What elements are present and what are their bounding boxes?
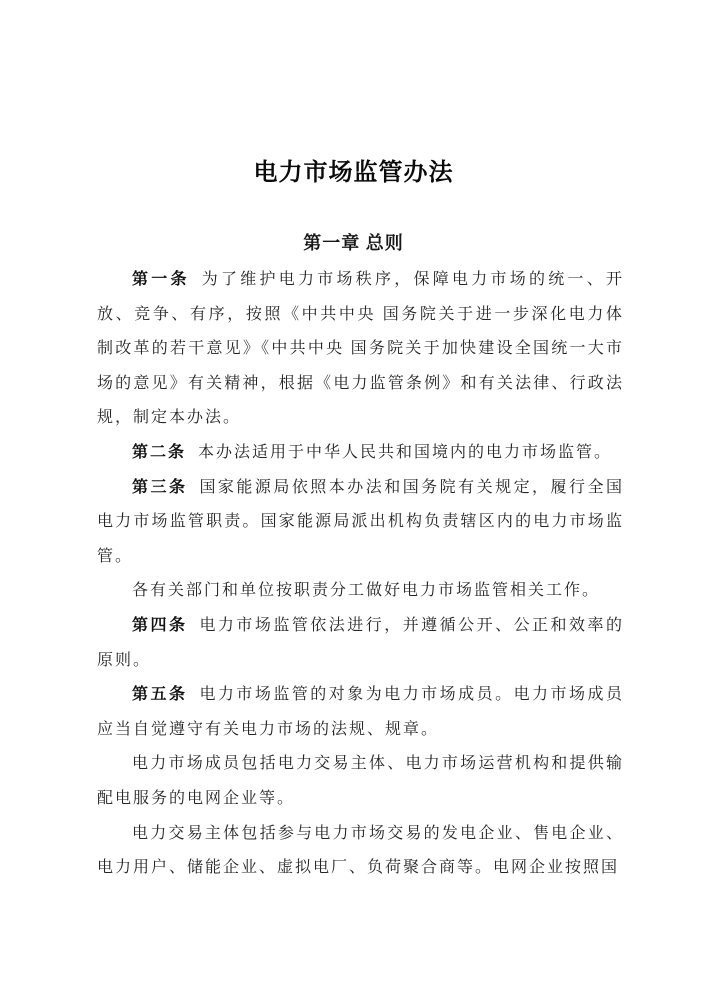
paragraph-text: 为了维护电力市场秩序，保障电力市场的统一、开放、竞争、有序，按照《中共中央 国务院关于进一步深化电力体制改革的若干意见》《中共中央 国务院关于加快建设全国统一大市场的意见》有关精神，根据《电力监管条例》和有关法律、行政法规，制定本办法。 xyxy=(97,271,624,427)
paragraph xyxy=(97,817,624,886)
paragraph xyxy=(97,678,624,747)
paragraph-text: 电力交易主体包括参与电力市场交易的发电企业、售电企业、电力用户、储能企业、虚拟电厂、负荷聚合商等。电网企业按照国 xyxy=(97,824,624,877)
paragraph xyxy=(97,471,624,575)
document-title: 电力市场监管办法 xyxy=(253,160,454,186)
document-body xyxy=(97,263,624,886)
paragraph-text: 国家能源局依照本办法和国务院有关规定，履行全国电力市场监管职责。国家能源局派出机构负责辖区内的电力市场监管。 xyxy=(97,478,624,565)
article-label: 第五条 xyxy=(132,686,188,704)
paragraph xyxy=(97,747,624,816)
paragraph-text: 本办法适用于中华人民共和国境内的电力市场监管。 xyxy=(198,443,613,461)
article-label: 第三条 xyxy=(132,478,188,496)
paragraph-text: 各有关部门和单位按职责分工做好电力市场监管相关工作。 xyxy=(132,582,601,600)
article-label: 第四条 xyxy=(132,616,188,634)
paragraph-text: 电力市场监管依法进行，并遵循公开、公正和效率的原则。 xyxy=(97,616,624,669)
paragraph xyxy=(97,574,624,609)
chapter-heading: 第一章 总则 xyxy=(303,233,404,253)
article-label: 第一条 xyxy=(132,271,190,288)
article-label: 第二条 xyxy=(132,443,187,461)
paragraph xyxy=(97,436,624,471)
paragraph xyxy=(97,263,624,436)
paragraph-text: 电力市场成员包括电力交易主体、电力市场运营机构和提供输配电服务的电网企业等。 xyxy=(97,755,624,807)
paragraph xyxy=(97,609,624,678)
paragraph-text: 电力市场监管的对象为电力市场成员。电力市场成员应当自觉遵守有关电力市场的法规、规章。 xyxy=(97,686,624,738)
